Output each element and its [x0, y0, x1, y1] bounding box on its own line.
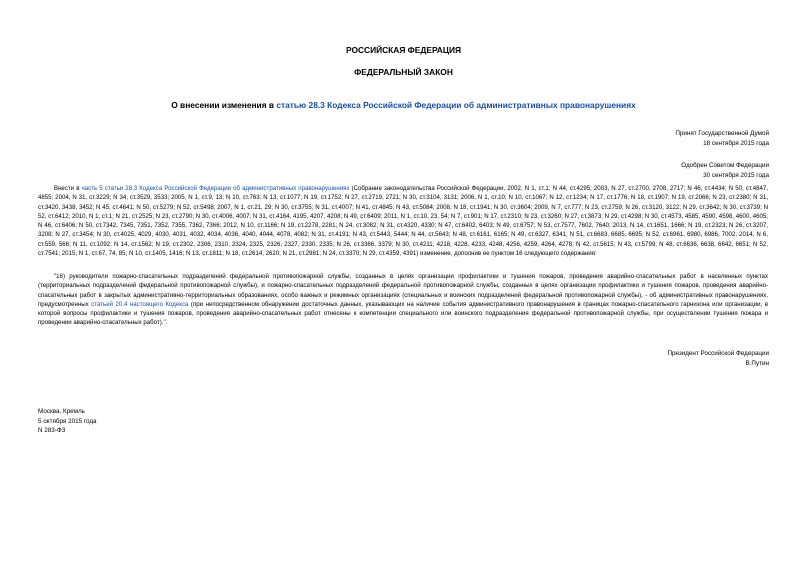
signature-block [667, 349, 769, 368]
approval-block [681, 161, 769, 180]
signing-date: 5 октября 2015 года [38, 417, 97, 425]
amendment-paragraph [38, 184, 768, 258]
para1-prefix: Внести в [54, 185, 82, 192]
law-title [0, 100, 807, 110]
signer-name: В.Путин [745, 359, 769, 367]
adopted-label: Принят Государственной Думой [675, 130, 769, 137]
approved-date: 30 сентября 2015 года [703, 171, 769, 179]
para1-text: (Собрание законодательства Российской Федерации, 2002, N 1, ст.1; N 44, ст.4295; 2003, N 27, ст.2700, 2708, 2717; N 46, ст.4434; N 50, ст.4847, 4855; 2004, N 31, ст.3229; N 34, ст.3529, 3533; 2005, N 1, ст.9, 13; N 10, ст.763; N 13, ст.1077; N 19, ст.1752; N 27, ст.2719, 2721; N 30, ст.3104, 3131; 2006, N 1, ст.10; N 10, ст.1067; N 12, ст.1234; N 17, ст.1776; N 18, ст.1907; N 19, ст.2066; N 23, ст.2380; N 31, ст.3420, 3438, 3452; N 45, ст.4641; N 50, ст.5279; N 52, ст.5498; 2007, N 1, ст.21, 29; N 30, ст.3755; N 31, ст.4007; N 41, ст.4845; N 43, ст.5084; 2008, N 18, ст.1941; N 30, ст.3604; 2009, N 7, ст.777; N 23, ст.2759; N 26, ст.3120, 3122; N 29, ст.3642; N 30, ст.3739; N 52, ст.6412; 2010, N 1, ст.1; N 21, ст.2525; N 23, ст.2790; N 30, ст.4006, 4007; N 31, ст.4164, 4195, 4207, 4208; N 49, ст.6409; 2011, N 1, ст.10, 23, 54; N 7, ст.901; N 17, ст.2310; N 23, ст.3260; N 27, ст.3873; N 29, ст.4298; N 30, ст.4573, 4585, 4590, 4598, 4600, 4605; N 46, ст.6406; N 50, ст.7342, 7345, 7351, 7352, 7355, 7362, 7366; 2012, N 10, ст.1166; N 19, ст.2278, 2281; N 24, ст.3082; N 31, ст.4320, 4330; N 47, ст.6402, 6403; N 49, ст.6757; N 53, ст.7577, 7602, 7640; 2013, N 14, ст.1651, 1666; N 19, ст.2323; N 26, ст.3207, 3208; N 27, ст.3454; N 30, ст.4025, 4029, 4030, 4031, 4032, 4034, 4036, 4040, 4044, 4078, 4082; N 31, ст.4191; N 43, ст.5443, 5444; N 44, ст.5643; N 48, ст.6161, 6165; N 49, ст.6327, 6341; N 51, ст.6683, 6685, 6695; N 52, ст.6961, 6980, 6986, 7002; 2014, N 6, ст.559, 566; N 11, ст.1092; N 14, ст.1562; N 19, ст.2302, 2306, 2310, 2324, 2325, 2326, 2327, 2330, 2335; N 26, ст.3366, 3379; N 30, ст.4211, 4218, 4228, 4233, 4248, 4256, 4259, 4264, 4278; N 42, ст.5615; N 43, ст.5799; N 48, ст.6636, 6638, 6642, 6651; N 52, ст.7541; 2015, N 1, ст.67, 74, 85; N 10, ст.1405, 1416; N 13, ст.1811; N 18, ст.2614, 2620; N 21, ст.2981; N 24, ст.3370; N 29, ст.4359, 4391) изменение, дополнив ее пунктом 16 следующего содержания: [38, 185, 768, 258]
country-heading: РОССИЙСКАЯ ФЕДЕРАЦИЯ [345, 45, 462, 55]
signing-place: Москва, Кремль [38, 408, 85, 415]
adopted-date: 18 сентября 2015 года [703, 139, 769, 147]
law-title-link[interactable]: статью 28.3 Кодекса Российской Федерации об административных правонарушениях [276, 100, 636, 110]
law-title-prefix: О внесении изменения в [171, 100, 277, 110]
approved-label: Одобрен Советом Федерации [681, 162, 769, 169]
para2-text: "16) руководители пожарно-спасательных подразделений федеральной противопожарной службы, созданных в целях организации профилактики и тушения пожаров, проведения аварийно-спасательных работ в населенных пунктах (территориальных подразделений федеральной противопожарной службы), и пожарно-спасательных подразделений федеральной противопожарной службы, созданных в целях организации профилактики и тушения пожаров, проведения аварийно-спасательных работ в закрытых административно-территориальных образованиях, особо важных и режимных организациях (специальных и воинских подразделений федеральной противопожарной службы), - об административных правонарушениях, предусмотренных [38, 273, 768, 308]
law-type-heading: ФЕДЕРАЛЬНЫЙ ЗАКОН [354, 67, 453, 77]
law-number: N 283-ФЗ [38, 427, 66, 435]
new-clause-paragraph [38, 272, 768, 328]
adoption-block [675, 129, 769, 148]
article-part-link[interactable]: часть 5 статьи 28.3 Кодекса Российской Федерации об административных правонарушениях [81, 185, 350, 192]
footer-block [38, 407, 97, 436]
article-20-4-link[interactable]: статьей 20.4 настоящего Кодекса [91, 300, 189, 308]
para2-suffix: (при непосредственном обнаружении достаточных данных, указывающих на наличие события административного правонарушения в границах пожарно-спасательного гарнизона или организации, в которой вопросы профилактики и тушения пожаров, проведения аварийно-спасательных работ отнесены к компетенции специального или воинского подразделения федеральной противопожарной службы, при осуществлении тушения пожара и проведении аварийно-спасательных работ).". [38, 300, 768, 327]
signer-position: Президент Российской Федерации [667, 350, 769, 357]
